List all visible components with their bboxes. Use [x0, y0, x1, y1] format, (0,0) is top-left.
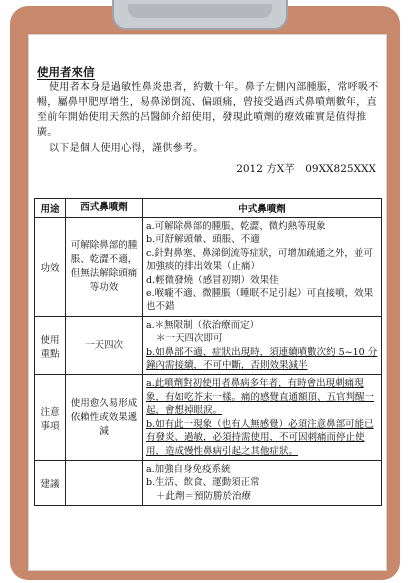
- list-item: d.輕微發燒（感冒初期）效果佳: [146, 274, 279, 286]
- letter-paragraph-1: 使用者本身是過敏性鼻炎患者，約數十年。鼻子左側內部腫脹，常呼吸不暢，屬鼻甲肥厚增生，易鼻涕倒流、偏頭痛，曾接受過西式鼻噴劑數年，直至前年開始使用天然的呂醫師介紹使用，發現此噴劑的療效確實是值得推廣。: [37, 82, 379, 138]
- table-row-usage: [35, 316, 382, 375]
- list-item: ＊一天四次即可: [156, 333, 223, 345]
- western-cell: 一天四次: [66, 316, 143, 375]
- list-item: b.生活、飲食、運動須正常: [146, 477, 260, 489]
- row-label: 建議: [35, 460, 66, 505]
- row-label: 使用重點: [35, 316, 66, 375]
- list-item: b.如鼻部不適、症狀出現時，須連續噴數次約 5~10 分鐘內需接續，不可中斷，否則效果減半: [146, 346, 378, 372]
- list-item: a.可解除鼻部的腫脹、乾澀、微灼熱等現象: [146, 221, 326, 232]
- letter-signature: 2012 方X芊 09XX825XXX: [236, 163, 376, 175]
- list-item: c.針對鼻塞、鼻涕倒流等症狀，可增加疏通之外，並可加強痰的排出效果（止痛）: [146, 247, 373, 273]
- chinese-cell: [143, 218, 382, 317]
- list-item: b.可舒解頭暈、頭脹、不適: [146, 234, 260, 246]
- list-item: b.如有此一現象（也有人無感覺）必須注意鼻部可能已有發炎、過敏，必須持需使用，不可因刺痛而停止使用，造成慢性鼻病引起之其他症狀。: [146, 418, 374, 457]
- western-cell: 使用愈久易形成依賴性或效果遞減: [66, 375, 143, 460]
- header-chinese: 中式鼻噴劑: [143, 199, 382, 218]
- list-item: e.喉嚨不適、微腫脹（睡眠不足引起）可直接噴，效果也不錯: [146, 288, 374, 313]
- paper-sheet: [28, 34, 387, 571]
- table-row-suggestion: [35, 460, 382, 505]
- row-label: 注意事項: [35, 375, 66, 460]
- chinese-cell: [143, 375, 382, 460]
- table-row-efficacy: [35, 218, 382, 317]
- list-item: a.此噴劑對初使用者鼻病多年者，有時會出現刺痛現象，有如吃芥末一樣。痛的感覺直通額頂、五官判醒一起，會想掉眼淚。: [146, 378, 375, 417]
- list-item: a.＊無限制（依治療而定）: [146, 319, 260, 331]
- letter-paragraph-2: 以下是個人使用心得，謹供參考。: [49, 143, 204, 154]
- western-cell: [66, 460, 143, 505]
- list-item: a.加強自身免疫系統: [146, 463, 231, 475]
- table-row-notes: [35, 375, 382, 460]
- header-western: 西式鼻噴劑: [66, 199, 143, 218]
- comparison-table: [34, 198, 382, 506]
- chinese-cell: [143, 316, 382, 375]
- header-usage: 用途: [35, 199, 66, 218]
- row-label: 功效: [35, 218, 66, 317]
- chinese-cell: [143, 460, 382, 505]
- clipboard-clip-inner: [128, 4, 272, 18]
- letter-title: 使用者來信: [37, 65, 95, 79]
- list-item: ＋此劑＝預防勝於治療: [156, 490, 252, 502]
- table-header-row: [35, 199, 382, 218]
- western-cell: 可解除鼻部的腫脹、乾澀不適，但無法解除頭痛等功效: [66, 218, 143, 317]
